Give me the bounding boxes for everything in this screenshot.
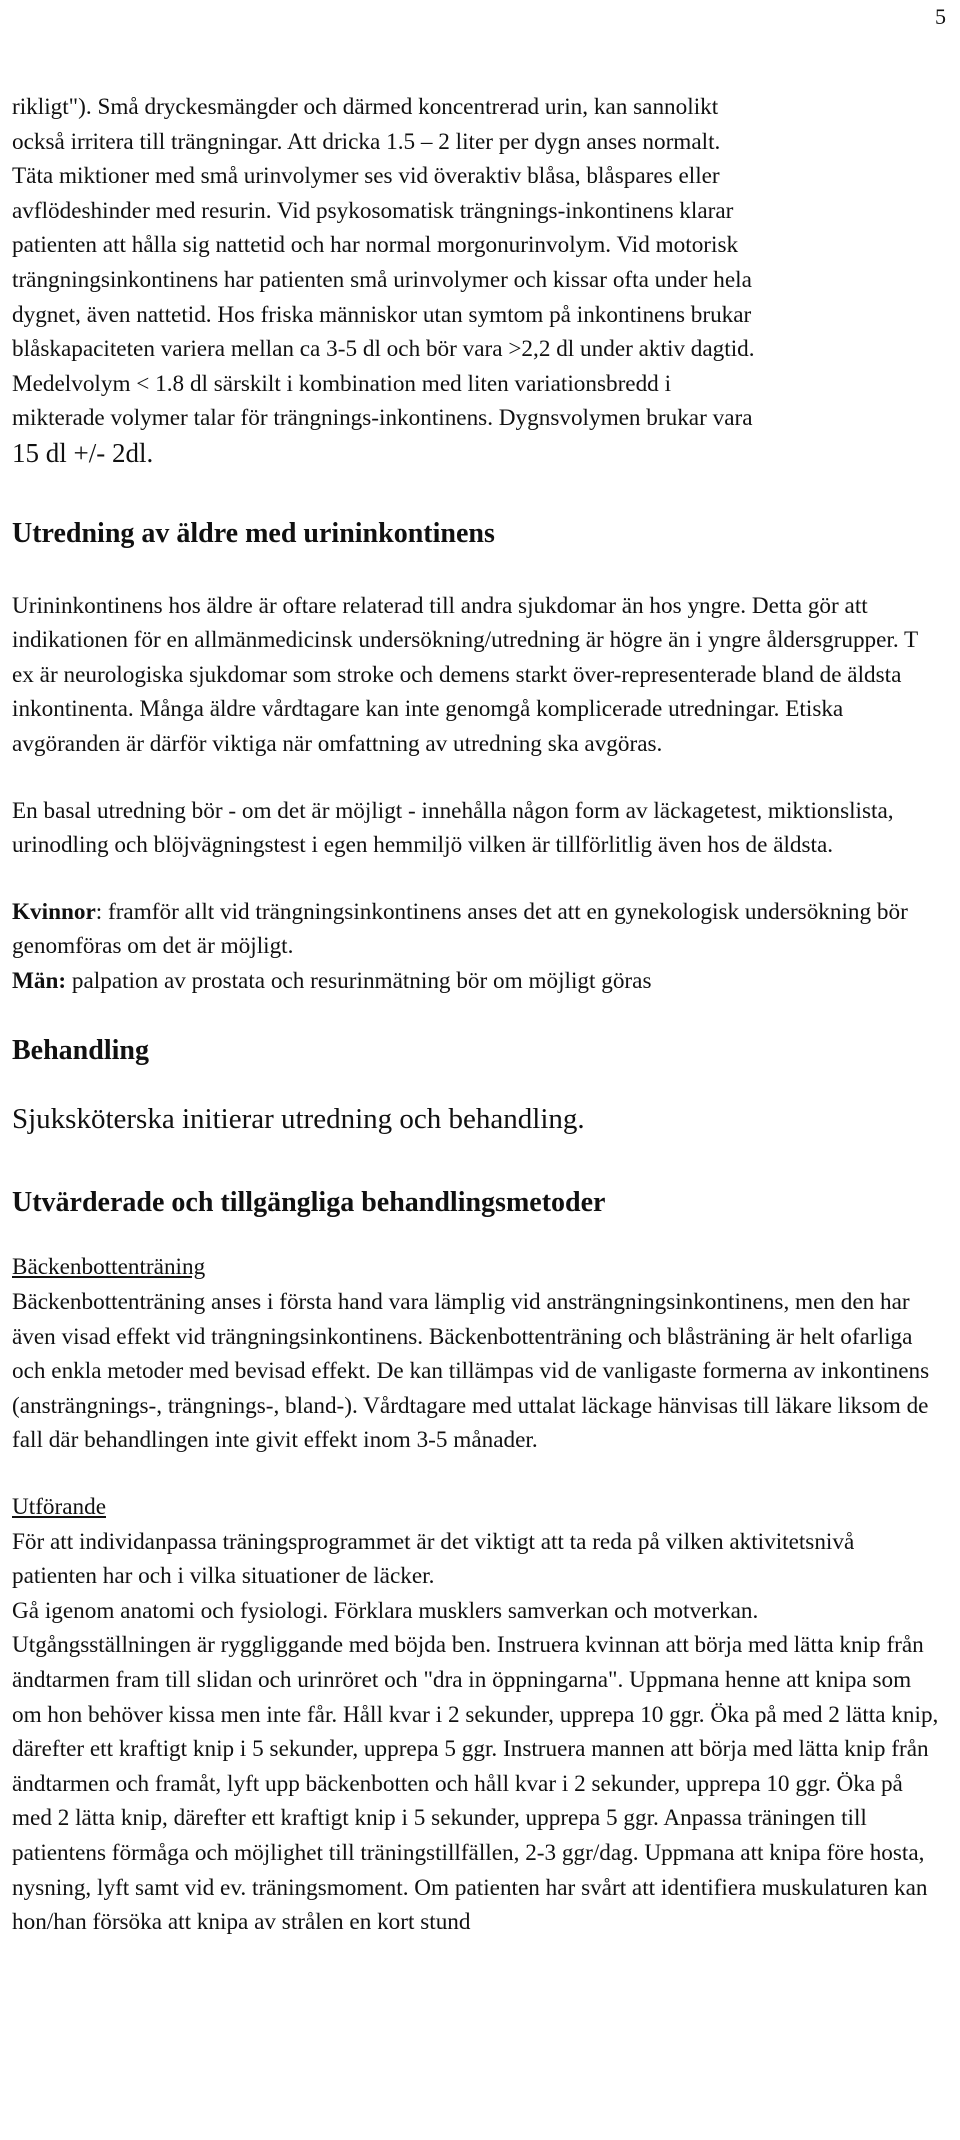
- procedure-steps-paragraph: Gå igenom anatomi och fysiologi. Förklara musklers samverkan och motverkan. Utgångsställningen är ryggliggande med böjda ben. Instruera kvinnan att börja med lätta knip från ändtarmen fram till slidan och urinröret och "dra in öppningarna". Uppmana henne att knipa som om hon behöver kissa men inte får. Håll kvar i 2 sekunder, upprepa 10 ggr. Öka på med 2 lätta knip, därefter ett kraftigt knip i 5 sekunder, upprepa 5 ggr. Instruera mannen att börja med lätta knip från ändtarmen och framåt, lyft upp bäckenbotten och håll kvar i 2 sekunder, upprepa 10 ggr. Öka på med 2 lätta knip, därefter ett kraftigt knip i 5 sekunder, upprepa 5 ggr. Anpassa träningen till patientens förmåga och möjlighet till träningstillfällen, 2-3 ggr/dag. Uppmana att knipa före hosta, nysning, lyft samt vid ev. träningsmoment. Om patienten har svårt att identifiera muskulaturen kan hon/han försöka att knipa av strålen en kort stund: [12, 1597, 939, 1936]
- intro-line: dygnet, även nattetid. Hos friska människor utan symtom på inkontinens brukar: [12, 301, 752, 328]
- intro-paragraph: [12, 90, 942, 471]
- women-note: [12, 895, 942, 964]
- subheading-procedure: Utförande: [12, 1494, 106, 1521]
- gender-notes: [12, 895, 942, 999]
- section-heading-methods: Utvärderade och tillgängliga behandlingsmetoder: [12, 1187, 606, 1219]
- section-heading-assessment: Utredning av äldre med urininkontinens: [12, 517, 495, 549]
- men-text: palpation av prostata och resurinmätning bör om möjligt göras: [66, 967, 652, 994]
- intro-line: trängningsinkontinens har patienten små urinvolymer och kissar ofta under hela: [12, 266, 752, 293]
- men-label: Män:: [12, 967, 67, 994]
- intro-line: patienten att hålla sig nattetid och har normal morgonurinvolym. Vid motorisk: [12, 232, 739, 259]
- intro-line: mikterade volymer talar för trängnings-inkontinens. Dygnsvolymen brukar vara: [12, 405, 753, 432]
- intro-line: rikligt"). Små dryckesmängder och därmed koncentrerad urin, kan sannolikt: [12, 94, 719, 120]
- men-note: [12, 964, 942, 999]
- treatment-lead: Sjuksköterska initierar utredning och behandling.: [12, 1103, 585, 1136]
- subheading-pelvic-floor: Bäckenbottenträning: [12, 1254, 206, 1281]
- women-label: Kvinnor: [12, 898, 96, 925]
- assessment-paragraph: Urininkontinens hos äldre är oftare relaterad till andra sjukdomar än hos yngre. Detta gör att indikationen för en allmänmedicinsk undersökning/utredning är högre än i yngre åldersgrupper. T ex är neurologiska sjukdomar som stroke och demens starkt över-representerade bland de äldsta inkontinenta. Många äldre vårdtagare kan inte genomgå komplicerade utredningar. Etiska avgöranden är därför viktiga när omfattning av utredning ska avgöras.: [12, 592, 918, 757]
- pelvic-floor-paragraph: Bäckenbottenträning anses i första hand vara lämplig vid ansträngningsinkontinens, men den har även visad effekt vid trängningsinkontinens. Bäckenbottenträning och blåsträning är helt ofarliga och enkla metoder med bevisad effekt. De kan tillämpas vid de vanligaste formerna av inkontinens (ansträngnings-, trängnings-, bland-). Vårdtagare med uttalat läckage hänvisas till läkare liksom de fall där behandlingen inte givit effekt inom 3-5 månader.: [12, 1289, 930, 1454]
- intro-line: 15 dl +/- 2dl.: [12, 437, 154, 468]
- procedure-intro-paragraph: För att individanpassa träningsprogrammet är det viktigt att ta reda på vilken aktivitetsnivå patienten har och i vilka situationer de läcker.: [12, 1528, 855, 1590]
- intro-line: Täta miktioner med små urinvolymer ses vid överaktiv blåsa, blåspares eller: [12, 163, 720, 190]
- intro-line: Medelvolym < 1.8 dl särskilt i kombination med liten variationsbredd i: [12, 370, 672, 397]
- section-heading-treatment: Behandling: [12, 1035, 149, 1067]
- document-content: [12, 90, 942, 1940]
- women-text: : framför allt vid trängningsinkontinens anses det att en gynekologisk undersökning bör genomföras om det är möjligt.: [12, 898, 908, 960]
- basic-assessment-paragraph: En basal utredning bör - om det är möjligt - innehålla någon form av läckagetest, miktionslista, urinodling och blöjvägningstest i egen hemmiljö vilken är tillförlitlig även hos de äldsta.: [12, 797, 894, 859]
- intro-line: avflödeshinder med resurin. Vid psykosomatisk trängnings-inkontinens klarar: [12, 197, 734, 224]
- page-number: 5: [935, 4, 946, 29]
- intro-line: blåskapaciteten variera mellan ca 3-5 dl och bör vara >2,2 dl under aktiv dagtid.: [12, 336, 755, 363]
- intro-line: också irritera till trängningar. Att dricka 1.5 – 2 liter per dygn anses normalt.: [12, 128, 721, 155]
